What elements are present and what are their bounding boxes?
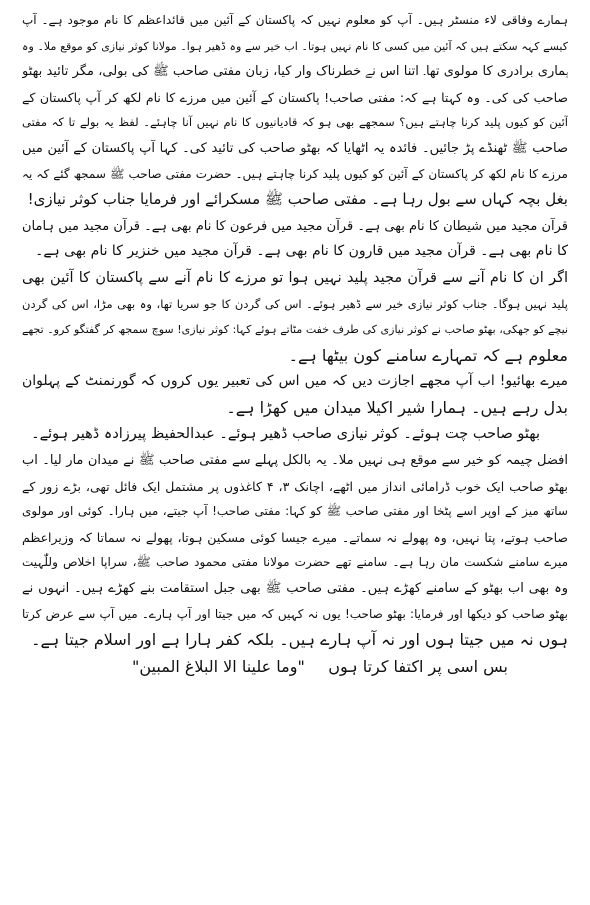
text-line: بھٹو صاحب کو دیکھا اور فرمایا: بھٹو صاحب! یوں نہ کہیں کہ میں جیتا اور آپ ہارے۔ میں آپ سے عرض کرتا <box>22 606 568 621</box>
text-line: میرے بھائیو! اب آپ مجھے اجازت دیں کہ میں اس کی تعبیر یوں کروں کہ گورنمنٹ کے پہلوان <box>22 373 568 390</box>
text-line: صاحب کی کی۔ وہ کہتا ہے کہ: مفتی صاحب! پاکستان کے آئین میں مرزے کا نام لکھ کر آپ پاکستان کے <box>22 89 568 105</box>
body-text <box>22 8 568 653</box>
text-line: آئین کو کیوں پلید کرنا چاہتے ہیں؟ سمجھے بھی ہو کہ قادیانیوں کا نام نہیں آنا چاہئے۔ لفظ یہ بولے تا کہ مفتی <box>22 115 568 130</box>
paragraph <box>22 448 568 653</box>
text-line: ہماری برادری کا مولوی تھا۔ اتنا اس نے خطرناک وار کیا، زبان مفتی صاحب ﷺ کی بولی، مگر تائید بھٹو <box>22 64 568 80</box>
text-line: بدل رہے ہیں۔ ہمارا شیر اکیلا میدان میں کھڑا ہے۔ <box>226 397 568 417</box>
text-line: پلید نہیں ہوگا۔ جناب کوثر نیازی خیر سے ڈھیر ہوئے۔ اس کی گردن کا جو سریا تھا، وہ بھی مڑا، اس کی گردن <box>22 296 568 311</box>
paragraph <box>22 214 568 265</box>
closing-line <box>22 654 568 680</box>
paragraph <box>22 422 568 448</box>
paragraph <box>22 266 568 368</box>
text-line: قرآن مجید میں شیطان کا نام بھی ہے۔ قرآن مجید میں فرعون کا نام بھی ہے۔ قرآن مجید میں ہامان <box>22 218 568 234</box>
text-line: نیچے کو جھکی، بھٹو صاحب نے کوثر نیازی کی طرف خفت مٹاتے ہوئے کہا: کوثر نیازی! سوچ سمجھ کر گفتگو کرو۔ تجھے <box>22 323 568 337</box>
closing-statement: بس اسی پر اکتفا کرتا ہوں <box>328 656 508 676</box>
text-line: کا نام بھی ہے۔ قرآن مجید میں قارون کا نام بھی ہے۔ قرآن مجید میں خنزیر کا نام بھی ہے۔ <box>35 243 568 260</box>
text-line: میرے سامنے شکست مان رہا ہے۔ سامنے تھے حضرت مولانا مفتی محمود صاحب ﷺ، سراپا اخلاص وللّٰہیت <box>22 555 568 570</box>
paragraph <box>22 8 568 213</box>
text-line: بھٹو صاحب چت ہوئے۔ کوثر نیازی صاحب ڈھیر ہوئے۔ عبدالحفیظ پیرزادہ ڈھیر ہوئے۔ <box>31 425 540 442</box>
text-line: صاحب ہوتے، پتا نہیں، وہ پھولے نہ سماتے۔ میرے جیسا کوئی مسکین ہوتا، پھولے نہ سماتا کہ وزیراعظم <box>22 529 568 545</box>
text-line: وہ بھی اب بھٹو کے سامنے کھڑے ہیں۔ مفتی صاحب ﷺ بھی جبل استقامت بنے کھڑے ہیں۔ انہوں نے <box>22 581 568 597</box>
text-line: ہوں نہ میں جیتا ہوں اور نہ آپ ہارے ہیں۔ بلکہ کفر ہارا ہے اور اسلام جیتا ہے۔ <box>31 630 568 650</box>
text-line: بھٹو صاحب ایک خوب ڈرامائی انداز میں اٹھے، اچانک ۳، ۴ کاغذوں پر مشتمل ایک فائل تھی، بڑے زور کے <box>22 478 568 494</box>
text-line: معلوم ہے کہ تمہارے سامنے کون بیٹھا ہے۔ <box>288 345 568 365</box>
text-line: بغل بچہ کہاں سے بول رہا ہے۔ مفتی صاحب ﷺ مسکرائے اور فرمایا جناب کوثر نیازی! <box>27 190 568 209</box>
text-line: مرزے کا نام لکھ کر پاکستان کے آئین کو کیوں پلید کرنا چاہتے ہیں۔ حضرت مفتی صاحب ﷺ سمجھ گئے کہ یہ <box>22 166 568 181</box>
text-line: ساتھ میز کے اوپر اسے پٹخا اور مفتی صاحب ﷺ کو کہا: مفتی صاحب! آپ جیتے، میں ہارا۔ کوئی اور مولوی <box>22 504 568 519</box>
text-line: اگر ان کا نام آنے سے قرآن مجید پلید نہیں ہوا تو مرزے کا نام آنے سے پاکستان کا آئین بھی <box>22 269 568 286</box>
closing-dua: "وما علینا الا البلاغ المبین" <box>132 656 305 676</box>
text-line: صاحب ﷺ ٹھنڈے پڑ جائیں۔ فائدہ یہ اٹھایا کہ بھٹو صاحب کی تائید کی۔ کہا آپ پاکستان کے آئین میں <box>22 140 568 156</box>
text-line: کیسے کہہ سکتے ہیں کہ آئین میں کسی کا نام نہیں ہوتا۔ اب خیر سے وہ ڈھیر ہوا۔ مولانا کوثر نیازی کو موقع ملا۔ وہ <box>22 39 568 53</box>
paragraph <box>22 369 568 420</box>
text-line: ہمارے وفاقی لاء منسٹر ہیں۔ آپ کو معلوم نہیں کہ پاکستان کے آئین میں قائداعظم کا نام موجود ہے۔ آپ <box>22 13 568 27</box>
text-line: افضل چیمہ کو خیر سے موقع ہی نہیں ملا۔ یہ بالکل پہلے سے مفتی صاحب ﷺ نے میدان مار لیا۔ اب <box>22 453 568 469</box>
